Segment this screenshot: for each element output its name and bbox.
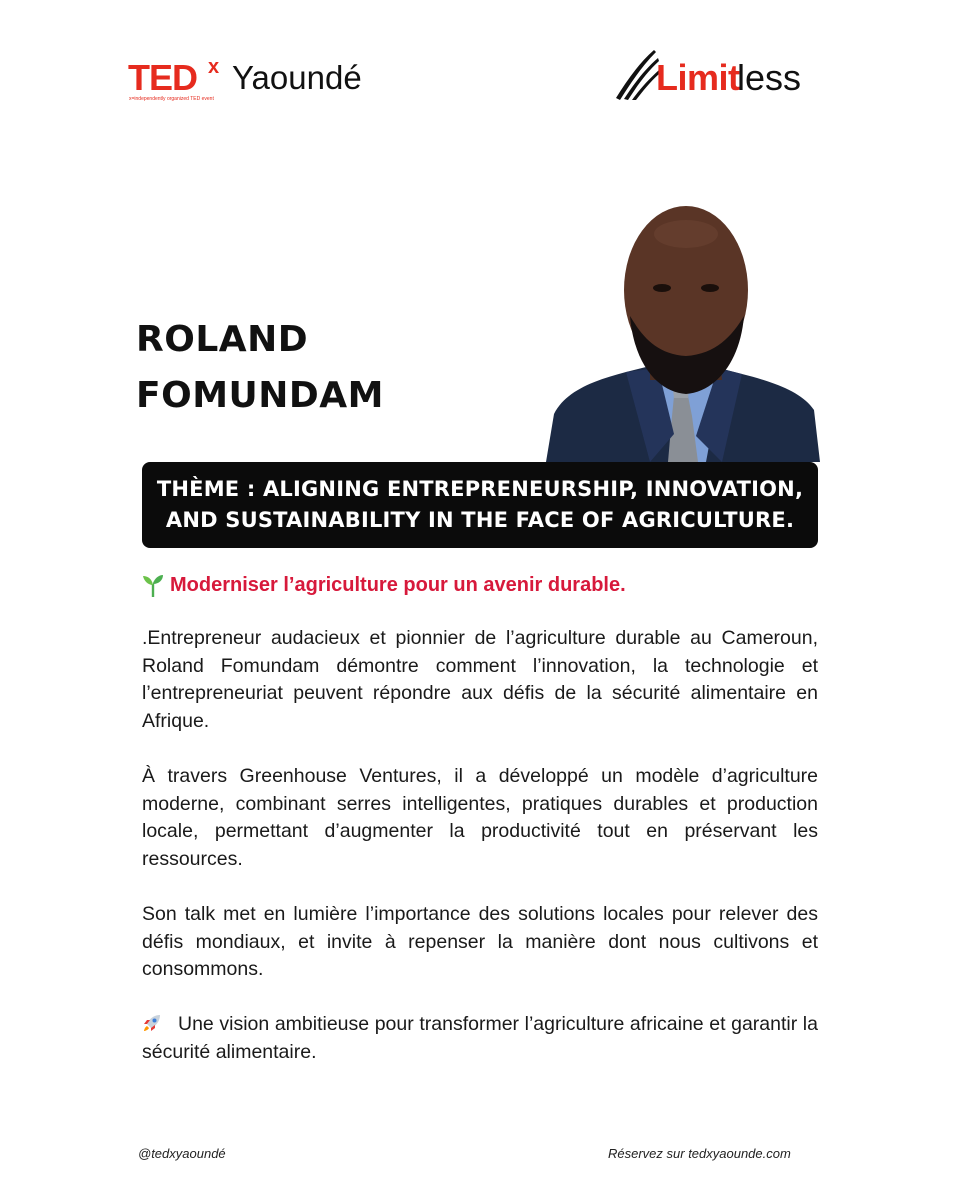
bio-paragraph-2: À travers Greenhouse Ventures, il a développé un modèle d’agriculture moderne, combinant serres intelligentes, pratiques durables et production locale, permettant d’augmenter la productivité tout en préservant les ressources. [142,765,818,870]
bio-paragraph-1: .Entrepreneur audacieux et pionnier de l’agriculture durable au Cameroun, Roland Fomundam démontre comment l’innovation, la technologie et l’entrepreneuriat peuvent répondre aux défis de la sécurité alimentaire en Afrique. [142,627,818,732]
limitless-part2: less [737,57,802,98]
claw-marks-icon [612,48,660,100]
theme-line-2: AND SUSTAINABILITY IN THE FACE OF AGRICULTURE. [165,508,795,532]
limitless-part1: Limit [656,57,740,98]
sprout-icon [142,573,164,597]
speaker-photo-illustration [546,204,820,462]
tedx-x: x [208,56,220,78]
limitless-logo [612,48,832,104]
tedx-city: Yaoundé [232,59,362,96]
rocket-icon [142,1013,162,1033]
social-handle: @tedxyaoundé [138,1146,226,1161]
bio-paragraph-4 [142,1011,818,1066]
tedx-subtitle: x=independently organized TED event [129,96,214,102]
theme-banner [142,462,818,548]
speaker-first-name: ROLAND [136,319,309,360]
booking-link[interactable]: Réservez sur tedxyaounde.com [608,1146,791,1161]
tedx-logo [128,58,388,102]
tagline-text: Moderniser l’agriculture pour un avenir durable. [170,573,626,596]
speaker-last-name: FOMUNDAM [136,375,384,416]
speaker-portrait [546,204,820,462]
bio-paragraph-4-text: Une vision ambitieuse pour transformer l’agriculture africaine et garantir la sécurité alimentaire. [142,1013,818,1063]
theme-line-1: THÈME : ALIGNING ENTREPRENEURSHIP, INNOVATION, [156,477,804,501]
tedx-brand: TED [128,57,197,98]
speaker-name [136,312,456,424]
bio-paragraph-3: Son talk met en lumière l’importance des solutions locales pour relever des défis mondiaux, et invite à repenser la manière dont nous cultivons et consommons. [142,903,818,980]
tagline [142,570,842,600]
